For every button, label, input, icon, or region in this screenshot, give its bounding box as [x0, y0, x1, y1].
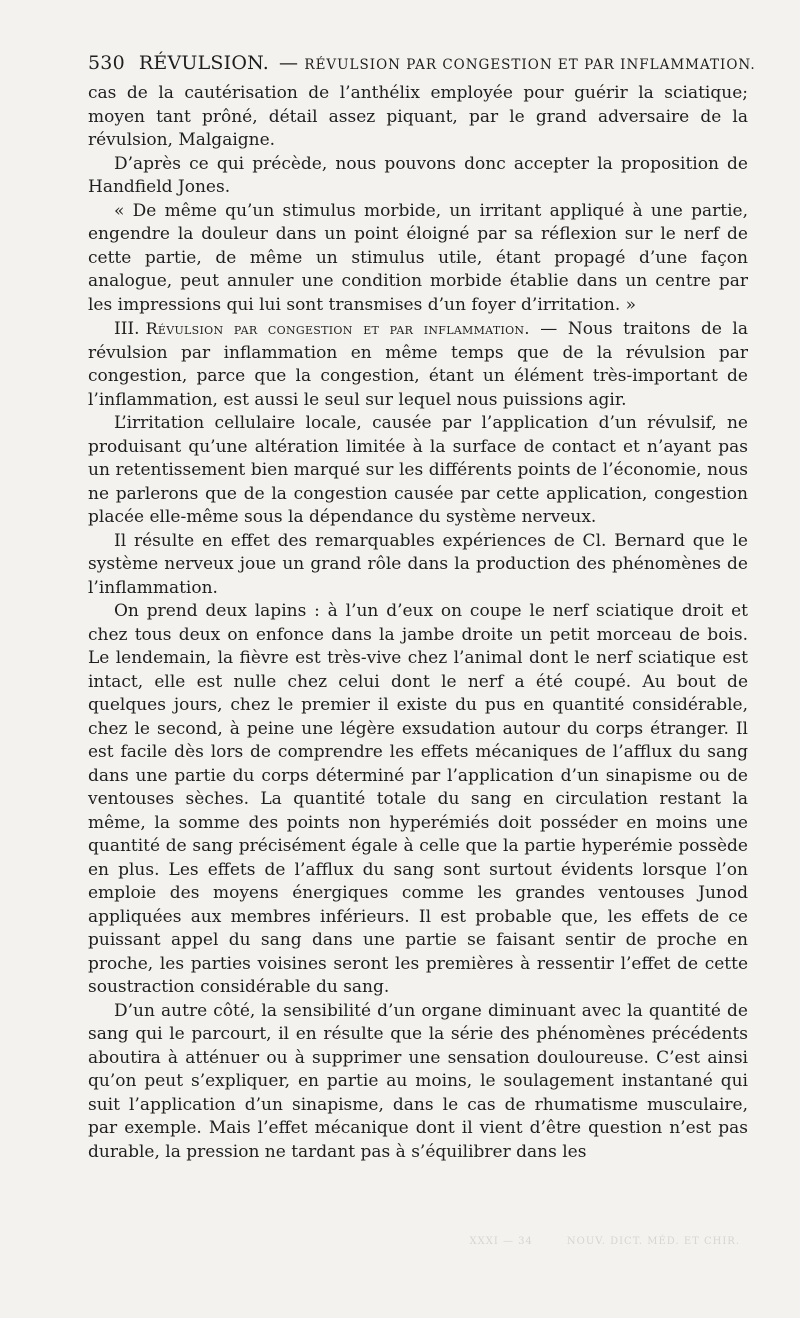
paragraph-7: On prend deux lapins : à l’un d’eux on coupe le nerf sciatique droit et chez tous deux on enfonce dans la jambe droite un petit morceau de bois. Le lendemain, la fièvre est très-vive chez l’animal dont le nerf sciatique est intact, elle est nulle chez celui dont le nerf a été coupé. Au bout de quelques jours, chez le premier il existe du pus en quantité considérable, chez le second, à peine une légère exsudation autour du corps étranger. Il est facile dès lors de comprendre les effets mécaniques de l’afflux du sang dans une partie du corps déterminé par l’application d’un sinapisme ou de ventouses sèches. La quantité totale du sang en circulation restant la même, la somme des points non hyperémiés doit posséder en moins une quantité de sang précisément égale à celle que la partie hyperémie possède en plus. Les effets de l’afflux du sang sont surtout évidents lorsque l’on emploie des moyens énergiques comme les grandes ventouses Junod appliquées aux membres inférieurs. Il est probable que, les effets de ce puissant appel du sang dans une partie se faisant sentir de proche en proche, les parties voisines seront les premières à ressentir l’effet de cette soustraction considérable du sang.: [88, 601, 748, 997]
running-title: RÉVULSION.: [138, 52, 269, 74]
running-subtitle: RÉVULSION PAR CONGESTION ET PAR INFLAMMATION.: [304, 57, 756, 73]
section-number: III.: [114, 319, 140, 339]
signature-work-title: NOUV. DICT. MÉD. ET CHIR.: [566, 1236, 740, 1247]
running-header: [88, 52, 756, 74]
body-text: [88, 82, 748, 1164]
section-text: — Nous traitons de la révulsion par inflammation en même temps que de la révulsion par congestion, parce que la congestion, étant un élément très-important de l’inflammation, est aussi le seul sur lequel nous puissions agir.: [88, 319, 749, 410]
printer-signature: [380, 1236, 740, 1247]
paragraph-4-section: [88, 317, 748, 412]
paragraph-8: D’un autre côté, la sensibilité d’un organe diminuant avec la quantité de sang qui le parcourt, il en résulte que la série des phénomènes précédents aboutira à atténuer ou à supprimer une sensation douloureuse. C’est ainsi qu’on peut s’expliquer, en partie au moins, le soulagement instantané qui suit l’application d’un sinapisme, dans le cas de rhumatisme musculaire, par exemple. Mais l’effet mécanique dont il vient d’être question n’est pas durable, la pression ne tardant pas à s’équilibrer dans les: [88, 1000, 748, 1162]
section-heading: Révulsion par congestion et par inflammation.: [145, 319, 530, 338]
signature-sheet-number: XXXI — 34: [469, 1236, 533, 1247]
paragraph-6: Il résulte en effet des remarquables expériences de Cl. Bernard que le système nerveux joue un grand rôle dans la production des phénomènes de l’inflammation.: [88, 530, 748, 598]
paragraph-5: L’irritation cellulaire locale, causée par l’application d’un révulsif, ne produisant qu’une altération limitée à la surface de contact et n’ayant pas un retentissement bien marqué sur les différents points de l’économie, nous ne parlerons que de la congestion causée par cette application, congestion placée elle-même sous la dépendance du système nerveux.: [88, 413, 748, 527]
paragraph-2: D’après ce qui précède, nous pouvons donc accepter la proposition de Handfield Jones.: [88, 153, 748, 197]
paragraph-1: cas de la cautérisation de l’anthélix employée pour guérir la sciatique; moyen tant prôné, détail assez piquant, par le grand adversaire de la révulsion, Malgaigne.: [88, 83, 748, 150]
paragraph-3-quote: « De même qu’un stimulus morbide, un irritant appliqué à une partie, engendre la douleur dans un point éloigné par sa réflexion sur le nerf de cette partie, de même un stimulus utile, étant propagé d’une façon analogue, peut annuler une condition morbide établie dans un centre par les impressions qui lui sont transmises d’un foyer d’irritation. »: [88, 200, 748, 315]
page-number: 530: [88, 52, 125, 74]
header-dash: —: [278, 52, 299, 74]
